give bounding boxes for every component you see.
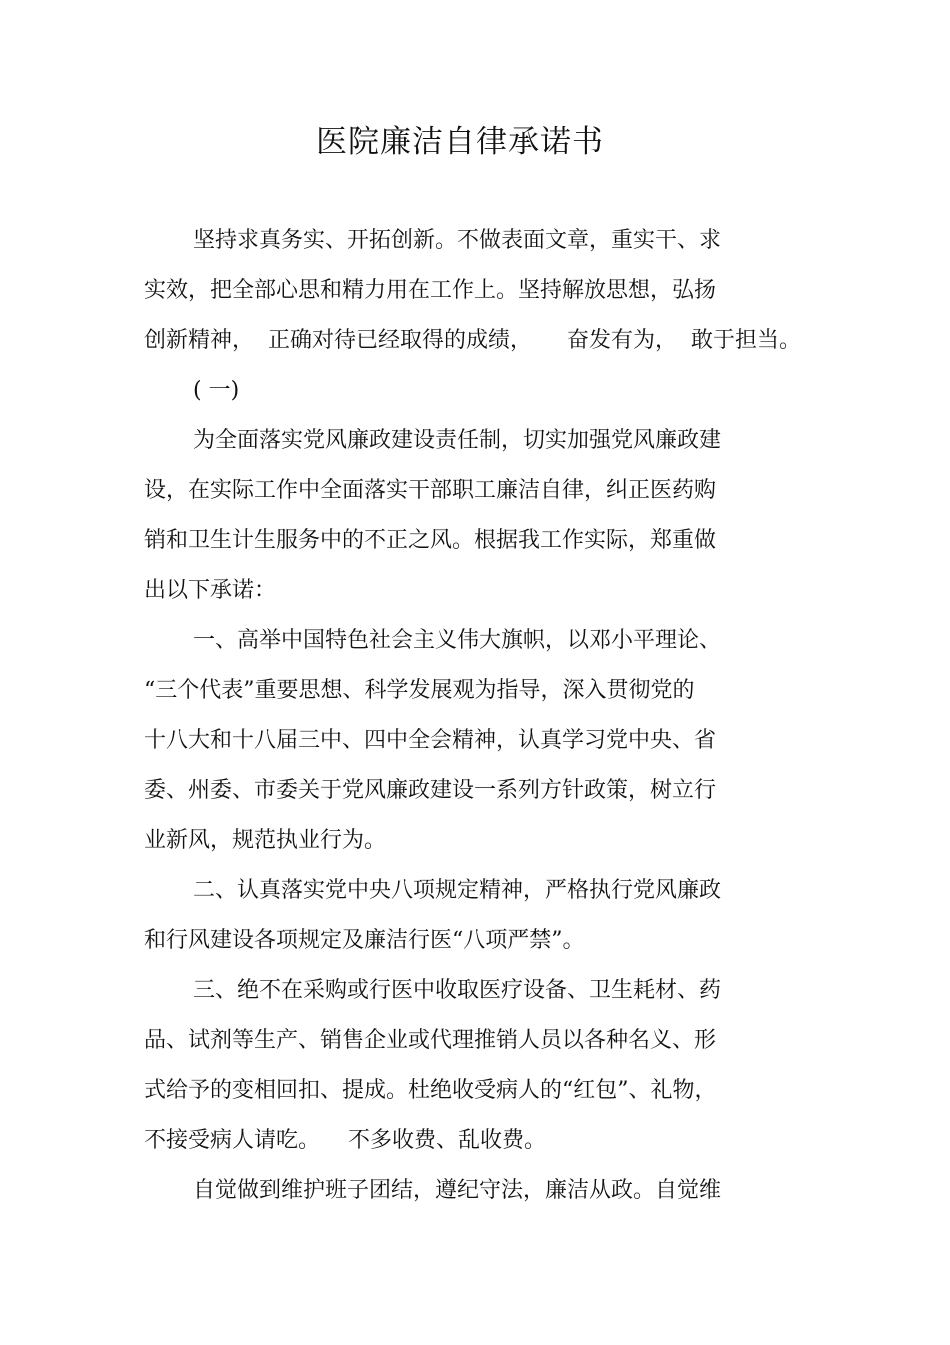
- text-line: 实效，把全部心思和精力用在工作上。坚持解放思想，弘扬: [144, 278, 717, 303]
- text-line: 业新风，规范执业行为。: [144, 828, 387, 853]
- text-line: 一、高举中国特色社会主义伟大旗帜，以邓小平理论、: [193, 628, 722, 653]
- text-line: 和行风建设各项规定及廉洁行医“八项严禁”。: [144, 928, 585, 953]
- text-line: 不接受病人请吃。 不多收费、乱收费。: [144, 1128, 546, 1153]
- text-line: 坚持求真务实、开拓创新。不做表面文章，重实干、求: [193, 228, 722, 253]
- text-line: 设，在实际工作中全面落实干部职工廉洁自律，纠正医药购: [144, 478, 717, 503]
- section-heading: ( 一): [193, 378, 240, 403]
- text-line: 为全面落实党风廉政建设责任制，切实加强党风廉政建: [193, 428, 722, 453]
- text-line: 式给予的变相回扣、提成。杜绝收受病人的“红包”、礼物，: [144, 1078, 717, 1103]
- text-line: 创新精神， 正确对待已经取得的成绩， 奋发有为， 敢于担当。: [144, 328, 801, 353]
- text-line: 委、州委、市委关于党风廉政建设一系列方针政策，树立行: [144, 778, 717, 803]
- text-line: 品、试剂等生产、销售企业或代理推销人员以各种名义、形: [144, 1028, 717, 1053]
- text-line: “三个代表”重要思想、科学发展观为指导，深入贯彻党的: [144, 678, 695, 703]
- document-title: 医院廉洁自律承诺书: [316, 124, 604, 160]
- text-line: 自觉做到维护班子团结，遵纪守法，廉洁从政。自觉维: [193, 1178, 722, 1203]
- text-line: 三、绝不在采购或行医中收取医疗设备、卫生耗材、药: [193, 978, 722, 1003]
- text-line: 销和卫生计生服务中的不正之风。根据我工作实际，郑重做: [144, 528, 717, 553]
- text-line: 二、认真落实党中央八项规定精神，严格执行党风廉政: [193, 878, 722, 903]
- text-line: 出以下承诺：: [144, 578, 277, 603]
- text-line: 十八大和十八届三中、四中全会精神，认真学习党中央、省: [144, 728, 717, 753]
